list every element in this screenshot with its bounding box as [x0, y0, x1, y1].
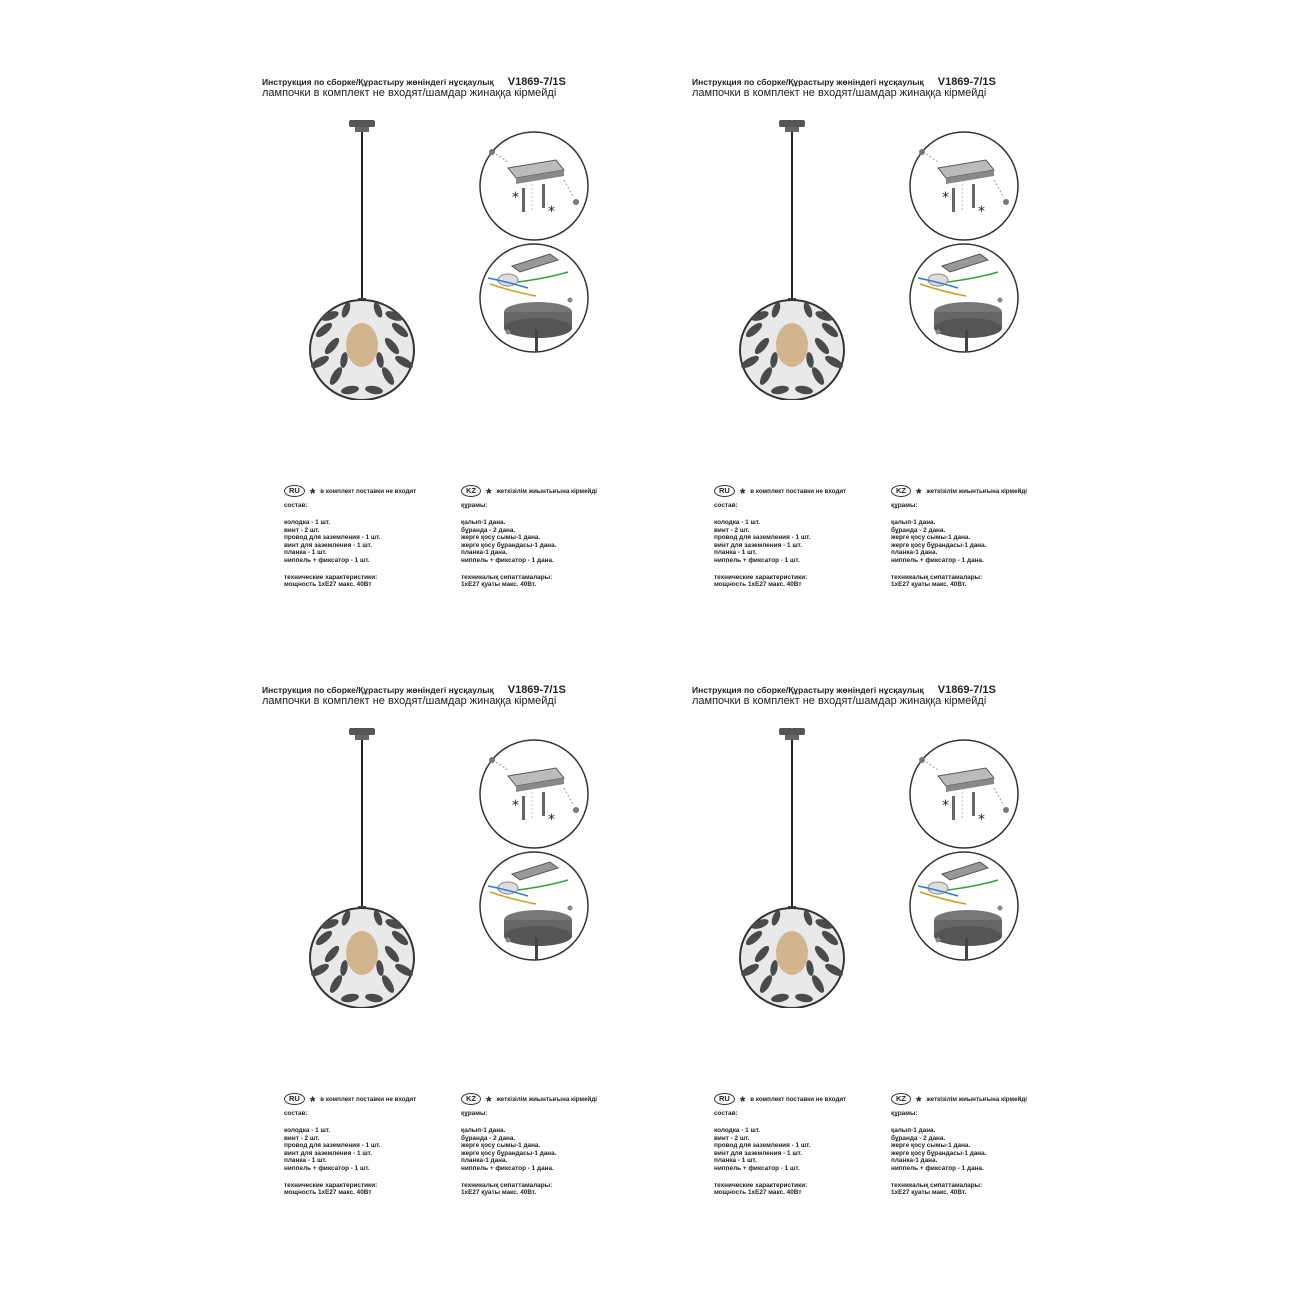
instruction-title: Инструкция по сборке/Құрастыру жөніндегі нұсқаулық V1869-7/1S — [692, 76, 996, 88]
kz-section — [461, 484, 661, 589]
ru-section — [714, 484, 889, 589]
bulbs-note: лампочки в комплект не входят/шамдар жинаққа кірмейді — [262, 87, 557, 99]
list-item: колодка - 1 шт. — [714, 519, 761, 526]
svg-text:*: * — [942, 190, 949, 206]
svg-text:*: * — [512, 190, 519, 206]
list-item: қалып-1 дана. — [461, 1127, 506, 1134]
kz-star-note: жеткізілім жиынтығына кірмейді — [926, 487, 1027, 495]
model-code: V1869-7/1S — [507, 76, 566, 88]
list-item: колодка - 1 шт. — [284, 1127, 331, 1134]
list-item: ниппель + фиксатор - 1 шт. — [714, 1164, 800, 1172]
list-item: бұранда - 2 дана. — [891, 526, 946, 534]
ru-tech-value: мощность 1хЕ27 макс. 40Вт — [284, 581, 372, 589]
pendant-lamp-illustration — [302, 728, 422, 1008]
list-item: планка - 1 шт. — [284, 1157, 327, 1165]
list-item: ниппель + фиксатор - 1 дана. — [891, 1164, 984, 1172]
kz-tech-title: техникалық сипаттамалары: — [461, 1181, 553, 1189]
asterisk-icon: * — [916, 485, 922, 501]
kz-contents-list — [461, 1127, 661, 1173]
list-item: планка - 1 шт. — [714, 1157, 757, 1165]
list-item: қалып-1 дана. — [891, 519, 936, 526]
list-item: планка - 1 шт. — [714, 549, 757, 557]
instruction-panel — [262, 70, 692, 630]
list-item: винт - 2 шт. — [714, 526, 750, 534]
kz-star-note: жеткізілім жиынтығына кірмейді — [496, 487, 597, 495]
asterisk-icon: * — [739, 485, 746, 501]
kz-badge: KZ — [891, 485, 911, 497]
wiring-diagram — [478, 850, 590, 962]
list-item: планка-1 дана. — [891, 549, 938, 557]
kz-tech-specs — [891, 1182, 1091, 1197]
kz-contents-title: құрамы: — [891, 1110, 918, 1117]
kz-contents-list — [461, 519, 661, 565]
list-item: ниппель + фиксатор - 1 дана. — [461, 1164, 554, 1172]
kz-star-note: жеткізілім жиынтығына кірмейді — [926, 1095, 1027, 1103]
ru-badge: RU — [714, 485, 735, 497]
kz-tech-value: 1хЕ27 қуаты макс. 40Вт. — [891, 1189, 967, 1197]
kz-tech-specs — [461, 1182, 661, 1197]
kz-badge: KZ — [891, 1093, 911, 1105]
list-item: қалып-1 дана. — [461, 519, 506, 526]
list-item: планка-1 дана. — [461, 1157, 508, 1165]
asterisk-icon: * — [486, 1093, 492, 1109]
kz-tech-title: техникалық сипаттамалары: — [891, 1181, 983, 1189]
kz-tech-specs — [891, 574, 1091, 589]
kz-badge: KZ — [461, 1093, 481, 1105]
instruction-panel — [692, 678, 1122, 1238]
list-item: жерге қосу сымы-1 дана. — [461, 534, 541, 542]
ru-contents-list — [714, 519, 889, 565]
kz-tech-value: 1хЕ27 қуаты макс. 40Вт. — [461, 1189, 537, 1197]
instruction-panel — [262, 678, 692, 1238]
asterisk-icon: * — [916, 1093, 922, 1109]
ru-contents-list — [284, 1127, 459, 1173]
list-item: колодка - 1 шт. — [284, 519, 331, 526]
ru-star-note: в комплект поставки не входит — [320, 487, 417, 495]
list-item: планка - 1 шт. — [284, 549, 327, 557]
wiring-diagram — [478, 242, 590, 354]
list-item: провод для заземления - 1 шт. — [284, 534, 381, 542]
list-item: винт - 2 шт. — [284, 526, 320, 534]
list-item: жерге қосу сымы-1 дана. — [891, 534, 971, 542]
ru-star-note: в комплект поставки не входит — [320, 1095, 417, 1103]
ru-tech-specs — [714, 1182, 889, 1197]
kz-contents-title: құрамы: — [891, 502, 918, 509]
list-item: жерге қосу бұрандасы-1 дана. — [891, 541, 987, 549]
list-item: жерге қосу бұрандасы-1 дана. — [461, 541, 557, 549]
ru-tech-value: мощность 1хЕ27 макс. 40Вт — [284, 1189, 372, 1197]
kz-tech-value: 1хЕ27 қуаты макс. 40Вт. — [461, 581, 537, 589]
mounting-bracket-diagram — [478, 738, 590, 850]
ru-tech-value: мощность 1хЕ27 макс. 40Вт — [714, 1189, 802, 1197]
kz-section — [891, 484, 1091, 589]
list-item: колодка - 1 шт. — [714, 1127, 761, 1134]
ru-tech-value: мощность 1хЕ27 макс. 40Вт — [714, 581, 802, 589]
kz-contents-title: құрамы: — [461, 1110, 488, 1117]
ru-tech-specs — [284, 1182, 459, 1197]
model-code: V1869-7/1S — [937, 684, 996, 696]
svg-text:*: * — [942, 798, 949, 814]
pendant-lamp-illustration — [732, 120, 852, 400]
ru-tech-specs — [714, 574, 889, 589]
svg-text:*: * — [978, 812, 985, 828]
list-item: планка-1 дана. — [891, 1157, 938, 1165]
wiring-diagram — [908, 242, 1020, 354]
kz-contents-list — [891, 519, 1091, 565]
ru-tech-title: технические характеристики: — [714, 573, 808, 581]
kz-tech-value: 1хЕ27 қуаты макс. 40Вт. — [891, 581, 967, 589]
pendant-lamp-illustration — [302, 120, 422, 400]
list-item: жерге қосу бұрандасы-1 дана. — [891, 1149, 987, 1157]
kz-section — [461, 1092, 661, 1197]
bulbs-note: лампочки в комплект не входят/шамдар жинаққа кірмейді — [262, 695, 557, 707]
list-item: жерге қосу сымы-1 дана. — [461, 1142, 541, 1150]
asterisk-icon: * — [309, 485, 316, 501]
mounting-bracket-diagram — [908, 130, 1020, 242]
list-item: винт для заземления - 1 шт. — [714, 1149, 802, 1157]
ru-section — [284, 1092, 459, 1197]
ru-section — [284, 484, 459, 589]
list-item: провод для заземления - 1 шт. — [714, 1142, 811, 1150]
kz-star-note: жеткізілім жиынтығына кірмейді — [496, 1095, 597, 1103]
instruction-title: Инструкция по сборке/Құрастыру жөніндегі нұсқаулық V1869-7/1S — [262, 684, 566, 696]
kz-section — [891, 1092, 1091, 1197]
list-item: ниппель + фиксатор - 1 шт. — [714, 556, 800, 564]
list-item: винт для заземления - 1 шт. — [284, 1149, 372, 1157]
ru-star-note: в комплект поставки не входит — [750, 1095, 847, 1103]
list-item: қалып-1 дана. — [891, 1127, 936, 1134]
model-code: V1869-7/1S — [507, 684, 566, 696]
kz-contents-title: құрамы: — [461, 502, 488, 509]
kz-badge: KZ — [461, 485, 481, 497]
asterisk-icon: * — [739, 1093, 746, 1109]
instruction-panel — [692, 70, 1122, 630]
list-item: бұранда - 2 дана. — [461, 1134, 516, 1142]
ru-contents-title: состав: — [284, 1110, 308, 1117]
list-item: винт - 2 шт. — [714, 1134, 750, 1142]
list-item: жерге қосу бұрандасы-1 дана. — [461, 1149, 557, 1157]
list-item: провод для заземления - 1 шт. — [714, 534, 811, 542]
list-item: винт для заземления - 1 шт. — [714, 541, 802, 549]
asterisk-icon: * — [486, 485, 492, 501]
bulbs-note: лампочки в комплект не входят/шамдар жинаққа кірмейді — [692, 695, 987, 707]
instruction-title: Инструкция по сборке/Құрастыру жөніндегі нұсқаулық V1869-7/1S — [262, 76, 566, 88]
kz-tech-specs — [461, 574, 661, 589]
list-item: провод для заземления - 1 шт. — [284, 1142, 381, 1150]
svg-text:*: * — [548, 204, 555, 220]
pendant-lamp-illustration — [732, 728, 852, 1008]
ru-star-note: в комплект поставки не входит — [750, 487, 847, 495]
ru-contents-list — [714, 1127, 889, 1173]
ru-contents-title: состав: — [714, 502, 738, 509]
ru-contents-title: состав: — [284, 502, 308, 509]
bulbs-note: лампочки в комплект не входят/шамдар жинаққа кірмейді — [692, 87, 987, 99]
list-item: винт - 2 шт. — [284, 1134, 320, 1142]
kz-tech-title: техникалық сипаттамалары: — [891, 573, 983, 581]
ru-badge: RU — [284, 485, 305, 497]
svg-text:*: * — [512, 798, 519, 814]
list-item: ниппель + фиксатор - 1 шт. — [284, 556, 370, 564]
ru-tech-specs — [284, 574, 459, 589]
wiring-diagram — [908, 850, 1020, 962]
model-code: V1869-7/1S — [937, 76, 996, 88]
ru-badge: RU — [284, 1093, 305, 1105]
ru-contents-title: состав: — [714, 1110, 738, 1117]
ru-tech-title: технические характеристики: — [284, 1181, 378, 1189]
list-item: ниппель + фиксатор - 1 дана. — [891, 556, 984, 564]
list-item: винт для заземления - 1 шт. — [284, 541, 372, 549]
ru-tech-title: технические характеристики: — [714, 1181, 808, 1189]
mounting-bracket-diagram — [908, 738, 1020, 850]
list-item: жерге қосу сымы-1 дана. — [891, 1142, 971, 1150]
kz-contents-list — [891, 1127, 1091, 1173]
asterisk-icon: * — [309, 1093, 316, 1109]
ru-badge: RU — [714, 1093, 735, 1105]
svg-text:*: * — [978, 204, 985, 220]
ru-section — [714, 1092, 889, 1197]
list-item: бұранда - 2 дана. — [461, 526, 516, 534]
ru-contents-list — [284, 519, 459, 565]
list-item: бұранда - 2 дана. — [891, 1134, 946, 1142]
svg-text:*: * — [548, 812, 555, 828]
instruction-title: Инструкция по сборке/Құрастыру жөніндегі нұсқаулық V1869-7/1S — [692, 684, 996, 696]
ru-tech-title: технические характеристики: — [284, 573, 378, 581]
kz-tech-title: техникалық сипаттамалары: — [461, 573, 553, 581]
list-item: планка-1 дана. — [461, 549, 508, 557]
mounting-bracket-diagram — [478, 130, 590, 242]
list-item: ниппель + фиксатор - 1 дана. — [461, 556, 554, 564]
list-item: ниппель + фиксатор - 1 шт. — [284, 1164, 370, 1172]
